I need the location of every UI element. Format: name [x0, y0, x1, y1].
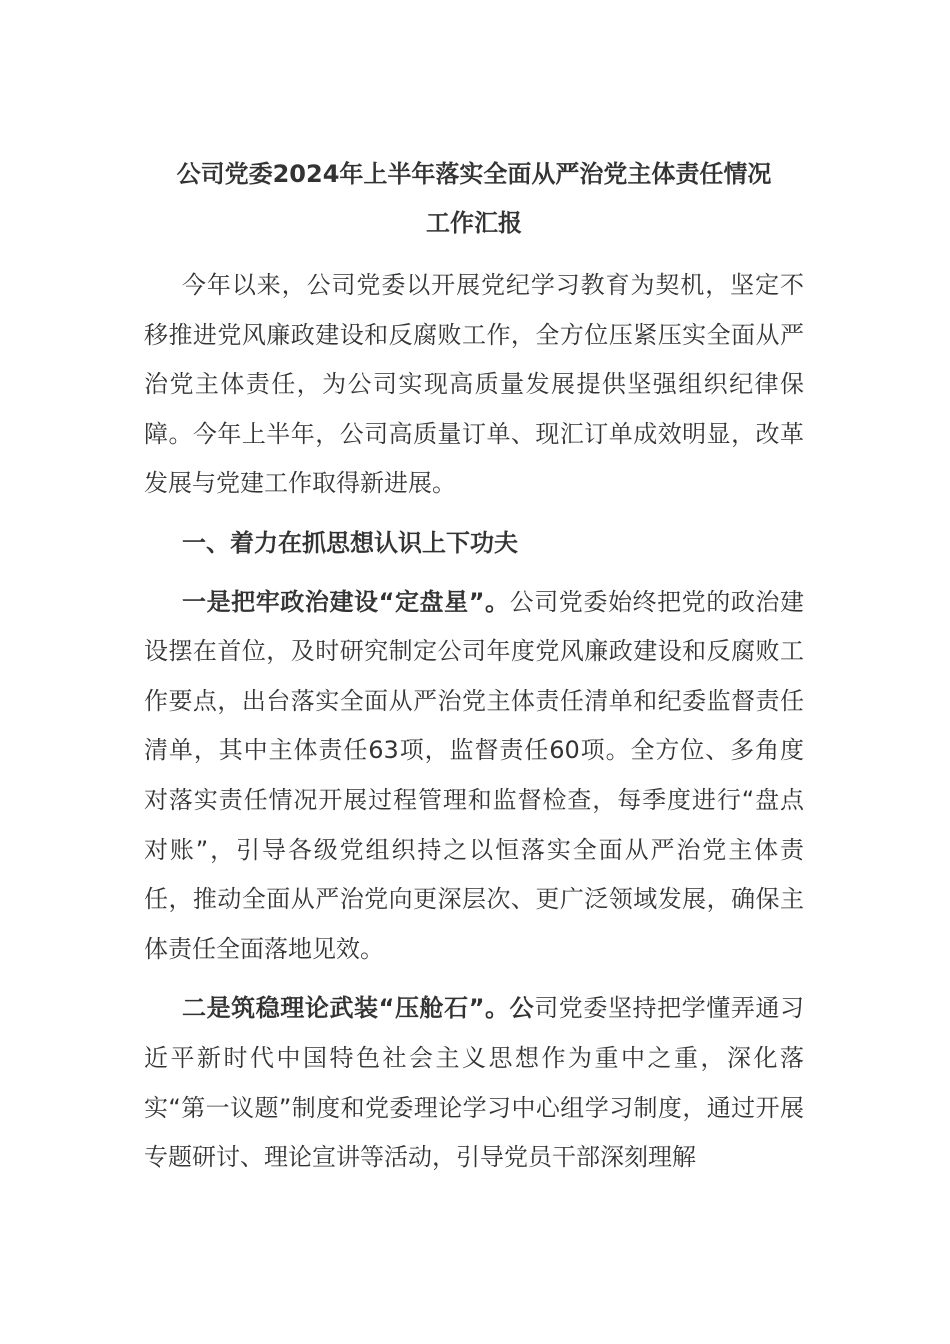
item-body-1: 公司党委始终把党的政治建设摆在首位，及时研究制定公司年度党风廉政建设和反腐败工作要点，出台落实全面从严治党主体责任清单和纪委监督责任清单，其中主体责任63项，监督责任60项。全方位、多角度对落实责任情况开展过程管理和监督检查，每季度进行“盘点对账”，引导各级党组织持之以恒落实全面从严治党主体责任，推动全面从严治党向更深层次、更广泛领域发展，确保主体责任全面落地见效。 [144, 587, 804, 963]
document-body [144, 150, 804, 1183]
item-paragraph-2 [144, 984, 804, 1182]
item-body-2: 司党委坚持把学懂弄通习近平新时代中国特色社会主义思想作为重中之重，深化落实“第一议题”制度和党委理论学习中心组学习制度，通过开展专题研讨、理论宣讲等活动，引导党员干部深刻理解 [144, 994, 804, 1172]
document-title [144, 150, 804, 248]
title-line-1: 公司党委2024年上半年落实全面从严治党主体责任情况 [176, 160, 772, 188]
item-paragraph-1 [144, 578, 804, 975]
intro-paragraph: 今年以来，公司党委以开展党纪学习教育为契机，坚定不移推进党风廉政建设和反腐败工作，全方位压紧压实全面从严治党主体责任，为公司实现高质量发展提供坚强组织纪律保障。今年上半年，公司高质量订单、现汇订单成效明显，改革发展与党建工作取得新进展。 [144, 271, 804, 498]
item-lead-1: 一是把牢政治建设“定盘星”。 [182, 587, 510, 616]
title-line-2: 工作汇报 [426, 209, 522, 237]
section-heading-1: 一、着力在抓思想认识上下功夫 [182, 528, 518, 557]
item-lead-2: 二是筑稳理论武装“压舱石”。公 [182, 994, 535, 1023]
